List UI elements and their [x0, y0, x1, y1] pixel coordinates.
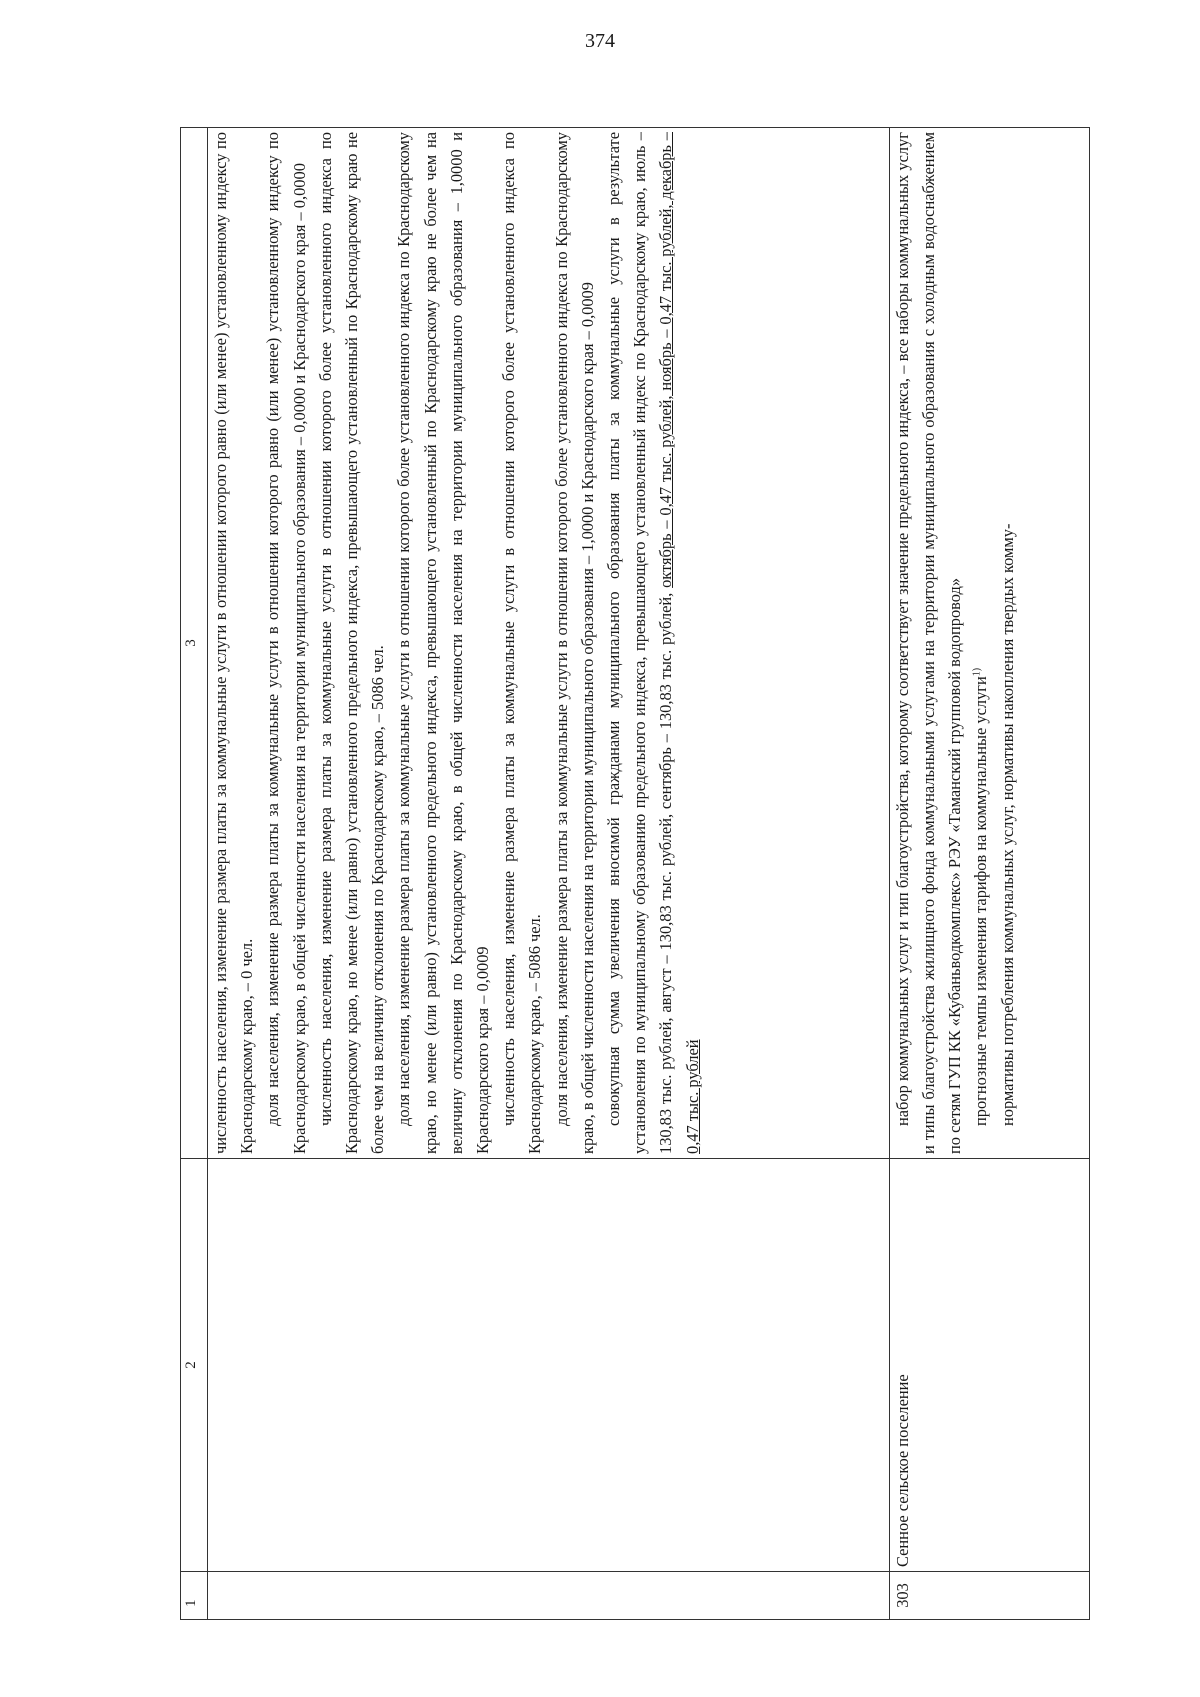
paragraph [968, 132, 994, 1154]
description-cell [889, 128, 1089, 1159]
header-col-2: 2 [181, 1159, 208, 1572]
header-col-3: 3 [181, 128, 208, 1159]
table-header-row [181, 128, 208, 1620]
paragraph: нормативы потребления коммунальных услуг, нормативы накопления твердых комму- [997, 523, 1017, 1126]
settlement-name-cell: Сенное сельское поселение [889, 1159, 1089, 1572]
paragraph: численность населения, изменение размера платы за коммунальные услуги в отношении которого равно (или менее) установленному индексу по Краснодарскому краю, – 0 чел. [211, 132, 257, 1154]
paragraph: доля населения, изменение размера платы за коммунальные услуги в отношении которого равно (или менее) установленному индексу по Краснодарскому краю, в общей численности населения на территории муниципального образования – 0,0000 и Краснодарского края – 0,0000 [263, 132, 309, 1154]
description-cell [208, 128, 890, 1159]
row-number-cell: 303 [889, 1572, 1089, 1620]
paragraph: численность населения, изменение размера платы за коммунальные услуги в отношении которого более установленного индекса по Краснодарскому краю, но менее (или равно) установленного предельного индекса, превышающего установленный по Краснодарскому краю не более чем на величину отклонения по Краснодарскому краю, – 5086 чел. [315, 132, 388, 1154]
header-col-1: 1 [181, 1572, 208, 1620]
paragraph-text: прогнозные темпы изменения тарифов на коммунальные услуги [971, 676, 991, 1126]
paragraph: численность населения, изменение размера платы за коммунальные услуги в отношении которого более установленного индекса по Краснодарскому краю, – 5086 чел. [499, 132, 545, 1154]
table-row [889, 128, 1089, 1620]
sum-text: совокупная сумма увеличения вносимой гражданами муниципального образования платы за коммунальные услуги в результате установления по муниципальному образованию предельного индекса, превышающего установленный индекс по Краснодарскому краю, июль – 130,83 тыс. рублей, август – 130,83 тыс. рублей, сентябрь – 130,83 тыс. рублей, [604, 132, 676, 1154]
paragraph: доля населения, изменение размера платы за коммунальные услуги в отношении которого более установленного индекса по Краснодарскому краю, но менее (или равно) установленного предельного индекса, превышающего установленный по Краснодарскому краю не более чем на величину отклонения по Краснодарскому краю, в общей численности населения на территории муниципального образования – 1,0000 и Краснодарского края – 0,0009 [394, 132, 493, 1154]
table-row [208, 128, 890, 1620]
sum-underlined-text: октябрь – 0,47 тыс. рублей, ноябрь – 0,47 тыс. рублей, декабрь – 0,47 тыс. рублей [656, 132, 702, 1154]
paragraph: набор коммунальных услуг и тип благоустройства, которому соответствует значение предельного индекса, – все наборы коммунальных услуг и типы благоустройства жилищного фонда коммунальными услугами на территории муниципального образования с холодным водоснабжением по сетям ГУП КК «Кубаньводкомплекс» РЭУ «Таманский групповой водопровод» [892, 132, 965, 1154]
sum-paragraph [601, 132, 706, 1154]
footnote-marker: 1) [971, 667, 983, 677]
data-table [180, 127, 1090, 1620]
row-number-cell [208, 1572, 890, 1620]
rotated-table-wrapper [180, 128, 1090, 1620]
paragraph: доля населения, изменение размера платы за коммунальные услуги в отношении которого более установленного индекса по Краснодарскому краю, в общей численности населения на территории муниципального образования – 1,0000 и Краснодарского края – 0,0009 [551, 132, 597, 1154]
settlement-name-cell [208, 1159, 890, 1572]
page-number: 374 [585, 30, 615, 52]
